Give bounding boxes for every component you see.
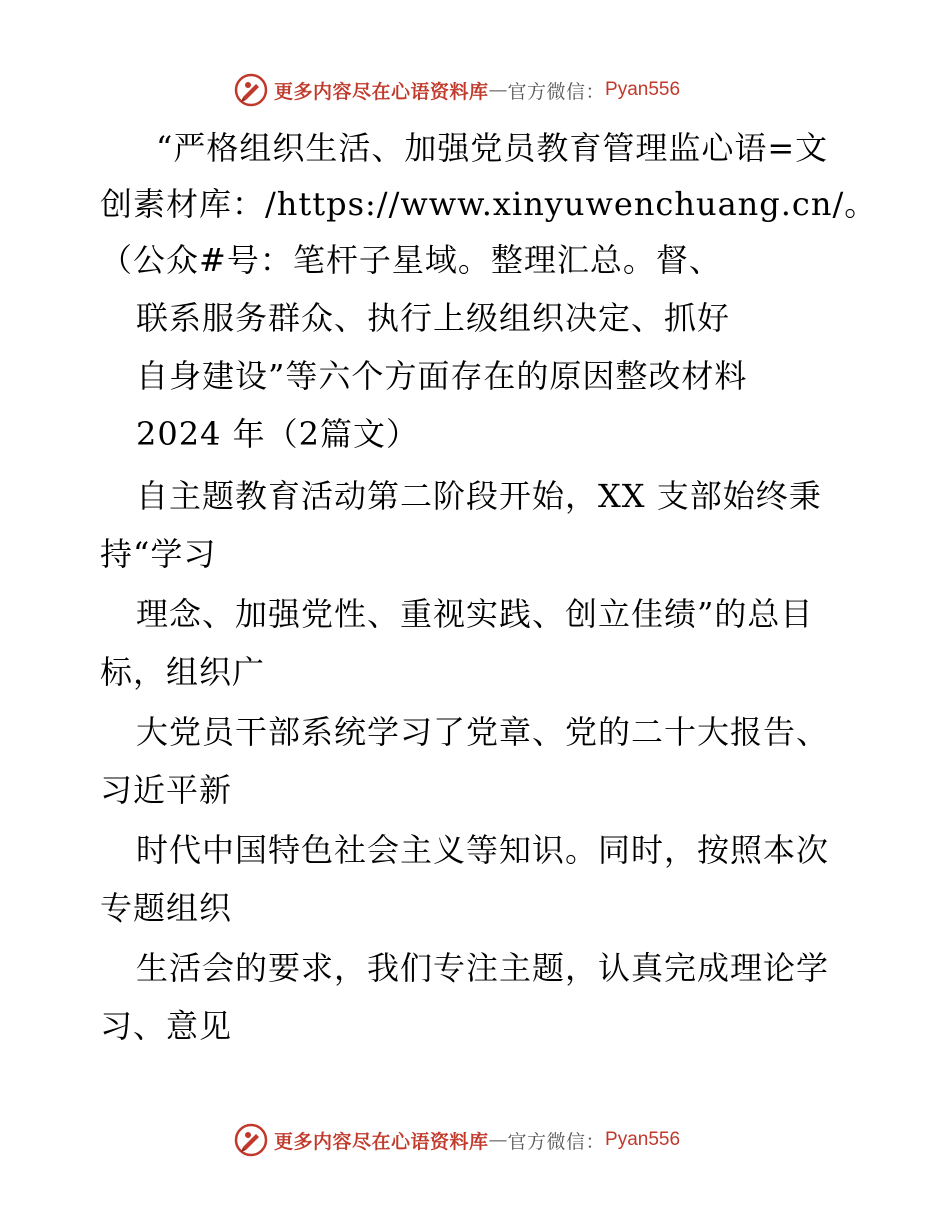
text-line-15: 生活会的要求，我们专注主题，认真完成理论学 bbox=[136, 949, 830, 987]
pen-logo-icon bbox=[234, 73, 268, 107]
text-line-5: 自身建设”等六个方面存在的原因整改材料 bbox=[136, 357, 748, 395]
text-line-10: 标，组织广 bbox=[100, 653, 266, 691]
text-line-2 bbox=[100, 184, 877, 224]
text-line-13: 时代中国特色社会主义等知识。同时，按照本次 bbox=[136, 831, 830, 869]
watermark-header bbox=[234, 72, 680, 108]
text-line-11: 大党员干部系统学习了党章、党的二十大报告、 bbox=[136, 713, 830, 751]
watermark-footer bbox=[234, 1122, 680, 1158]
watermark-dash: — bbox=[488, 79, 508, 101]
watermark-account: Pyan556 bbox=[605, 1129, 681, 1150]
text-line-4: 联系服务群众、执行上级组织决定、抓好 bbox=[136, 299, 731, 337]
text-line-9: 理念、加强党性、重视实践、创立佳绩”的总目 bbox=[136, 595, 814, 633]
text-line-7: 自主题教育活动第二阶段开始，XX 支部始终秉 bbox=[136, 477, 822, 515]
text-line-6: 2024 年（2篇文） bbox=[136, 415, 419, 453]
watermark-brand: 更多内容尽在心语资料库 bbox=[274, 1130, 489, 1153]
watermark-dash: — bbox=[488, 1129, 508, 1151]
watermark-account: Pyan556 bbox=[605, 79, 681, 100]
watermark-official-label: 官方微信： bbox=[507, 1130, 606, 1153]
text-line-3: （公众#号：笔杆子星域。整理汇总。督、 bbox=[100, 241, 722, 279]
text-line-8: 持“学习 bbox=[100, 535, 217, 573]
text-line-14: 专题组织 bbox=[100, 889, 233, 927]
text-line-16: 习、意见 bbox=[100, 1007, 233, 1045]
text-line-1: “严格组织生活、加强党员教育管理监心语=文 bbox=[156, 129, 829, 167]
text-line-2-content: 创素材库：/https://www.xinyuwenchuang.cn/。 bbox=[100, 185, 878, 223]
pen-logo-icon bbox=[234, 1123, 268, 1157]
watermark-brand: 更多内容尽在心语资料库 bbox=[274, 80, 489, 103]
text-line-12: 习近平新 bbox=[100, 771, 233, 809]
watermark-official-label: 官方微信： bbox=[507, 80, 606, 103]
